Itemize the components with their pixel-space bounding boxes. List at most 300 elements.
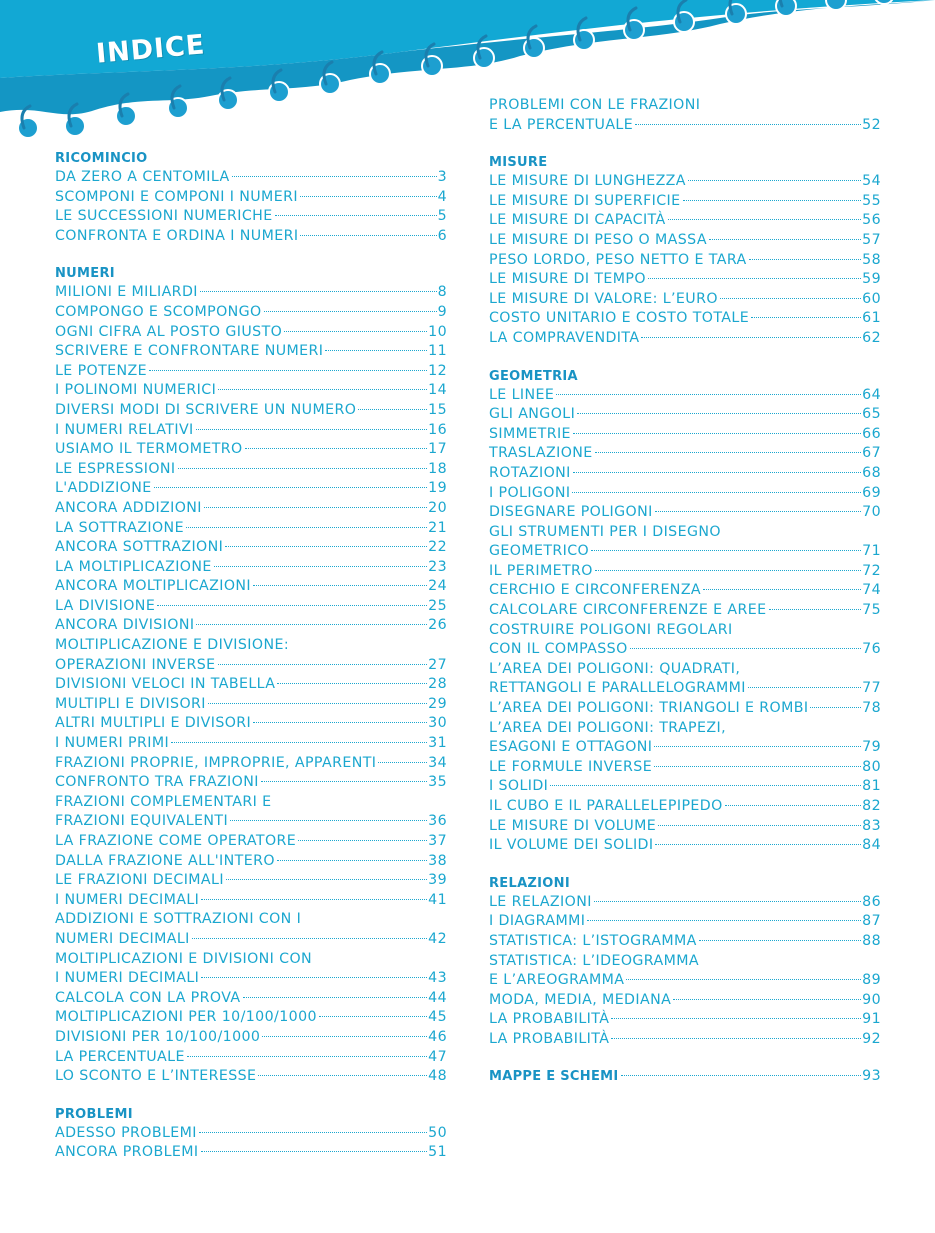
toc-entry-page: 56: [862, 212, 881, 229]
toc-entry-first-line: COSTRUIRE POLIGONI REGOLARI: [489, 621, 733, 638]
toc-entry[interactable]: [55, 675, 447, 695]
toc-entry-first-line: MOLTIPLICAZIONE E DIVISIONE:: [55, 637, 290, 654]
toc-entry-page: 28: [428, 676, 447, 693]
dot-leader: [720, 298, 861, 299]
toc-entry[interactable]: [55, 714, 447, 734]
toc-entry[interactable]: [489, 1030, 881, 1050]
toc-entry-page: 38: [428, 852, 447, 869]
toc-entry[interactable]: [489, 425, 881, 445]
dot-leader: [218, 664, 428, 665]
toc-entry-title: I NUMERI PRIMI: [55, 735, 170, 752]
toc-entry-title: CALCOLA CON LA PROVA: [55, 989, 241, 1006]
toc-entry-page: 37: [428, 833, 447, 849]
toc-entry[interactable]: [489, 192, 881, 212]
toc-entry[interactable]: [489, 231, 881, 251]
toc-entry-page: 31: [428, 735, 447, 752]
dot-leader: [655, 844, 861, 845]
toc-entry-title: OGNI CIFRA AL POSTO GIUSTO: [55, 323, 283, 340]
toc-entry-title: RETTANGOLI E PARALLELOGRAMMI: [489, 680, 746, 697]
toc-entry[interactable]: [55, 1008, 447, 1028]
toc-entry-page: 8: [437, 284, 447, 301]
toc-entry-page: 15: [428, 401, 447, 418]
toc-entry-title: I NUMERI DECIMALI: [55, 970, 200, 987]
toc-section: [55, 263, 447, 1086]
toc-entry[interactable]: [489, 290, 881, 310]
toc-entry[interactable]: [489, 991, 881, 1011]
toc-entry-first-line: PROBLEMI CON LE FRAZIONI: [489, 97, 701, 113]
toc-entry-title: LE MISURE DI CAPACITÀ: [489, 212, 666, 229]
toc-entry-title: CONFRONTA E ORDINA I NUMERI: [55, 227, 299, 244]
toc-entry[interactable]: [55, 754, 447, 774]
toc-entry-first-line: MOLTIPLICAZIONI E DIVISIONI CON: [55, 950, 313, 967]
dot-leader: [199, 1132, 427, 1133]
dot-leader: [587, 920, 861, 921]
toc-entry-first-line: L’AREA DEI POLIGONI: TRAPEZI,: [489, 719, 726, 736]
toc-entry-title: LA SOTTRAZIONE: [55, 519, 184, 536]
toc-entry[interactable]: [489, 405, 881, 425]
dot-leader: [201, 977, 427, 978]
toc-entry-page: 22: [428, 539, 447, 556]
dot-leader: [595, 452, 861, 453]
dot-leader: [232, 176, 437, 177]
toc-entry-title: LA PROBABILITÀ: [489, 1011, 610, 1028]
toc-entry[interactable]: [489, 211, 881, 231]
toc-entry[interactable]: [489, 893, 881, 913]
toc-entry-page: 92: [862, 1030, 881, 1047]
toc-entry-page: 48: [428, 1068, 447, 1085]
dot-leader: [378, 762, 427, 763]
dot-leader: [769, 609, 862, 610]
toc-entry[interactable]: [489, 309, 881, 329]
toc-entry[interactable]: [489, 836, 881, 856]
toc-entry[interactable]: [55, 597, 447, 617]
section-heading: GEOMETRIA: [489, 368, 578, 384]
toc-entry-page: 11: [428, 343, 447, 360]
section-heading: RELAZIONI: [489, 875, 570, 891]
toc-entry[interactable]: [55, 227, 447, 247]
toc-entry[interactable]: [55, 695, 447, 715]
toc-left-column: [55, 148, 447, 1180]
toc-entry-page: 86: [862, 893, 881, 910]
dot-leader: [277, 683, 427, 684]
toc-entry-mappe[interactable]: [489, 1067, 881, 1087]
toc-entry[interactable]: [55, 656, 447, 676]
dot-leader: [186, 527, 427, 528]
dot-leader: [654, 746, 861, 747]
toc-entry-page: 82: [862, 798, 881, 814]
section-heading: NUMERI: [55, 266, 115, 282]
toc-entry-page: 77: [862, 680, 881, 697]
dot-leader: [300, 196, 437, 197]
toc-entry-title: LA MOLTIPLICAZIONE: [55, 558, 212, 575]
dot-leader: [196, 624, 427, 625]
toc-entry[interactable]: [55, 1143, 447, 1163]
toc-entry-title: NUMERI DECIMALI: [55, 930, 190, 947]
toc-entry-page: 52: [862, 116, 881, 133]
toc-entry-page: 57: [862, 231, 881, 248]
dot-leader: [658, 825, 861, 826]
toc-entry[interactable]: [489, 699, 881, 719]
toc-entry-page: 42: [428, 930, 447, 947]
dot-leader: [187, 1056, 427, 1057]
toc-entry[interactable]: [55, 989, 447, 1009]
toc-entry[interactable]: [489, 912, 881, 932]
dot-leader: [319, 1016, 427, 1017]
toc-entry[interactable]: [489, 386, 881, 406]
dot-leader: [748, 687, 861, 688]
toc-entry-title: STATISTICA: L’ISTOGRAMMA: [489, 932, 697, 949]
dot-leader: [703, 589, 861, 590]
toc-entry-title: SCOMPONI E COMPONI I NUMERI: [55, 188, 298, 205]
toc-entry[interactable]: [489, 738, 881, 758]
toc-entry-title: LA FRAZIONE COME OPERATORE: [55, 833, 297, 849]
toc-entry-title: LE MISURE DI PESO O MASSA: [489, 231, 707, 248]
toc-entry-page: 76: [862, 641, 881, 658]
toc-right-column: [489, 96, 881, 1086]
dot-leader: [201, 899, 427, 900]
toc-entry[interactable]: [489, 797, 881, 817]
dot-leader: [725, 805, 861, 806]
toc-entry-title: I POLINOMI NUMERICI: [55, 382, 217, 399]
dot-leader: [556, 394, 861, 395]
toc-entry-title: GEOMETRICO: [489, 543, 590, 560]
toc-entry-title: I NUMERI RELATIVI: [55, 421, 194, 438]
toc-entry-page: 44: [428, 989, 447, 1006]
toc-entry-page: 61: [862, 310, 881, 327]
toc-entry-page: 67: [862, 445, 881, 462]
dot-leader: [573, 433, 861, 434]
toc-entry-title: LA COMPRAVENDITA: [489, 329, 640, 346]
dot-leader: [225, 546, 427, 547]
toc-entry[interactable]: [489, 817, 881, 837]
dot-leader: [635, 124, 861, 125]
dot-leader: [149, 370, 427, 371]
toc-entry-page: 27: [428, 656, 447, 673]
toc-entry-page: 3: [437, 169, 447, 185]
toc-entry[interactable]: [55, 168, 447, 188]
toc-entry-title: CON IL COMPASSO: [489, 641, 628, 658]
dot-leader: [577, 413, 861, 414]
toc-entry-page: 10: [428, 323, 447, 340]
toc-section: [489, 96, 881, 135]
dot-leader: [201, 1151, 428, 1152]
toc-entry-title: ANCORA PROBLEMI: [55, 1144, 199, 1161]
dot-leader: [226, 879, 427, 880]
dot-leader: [626, 979, 861, 980]
toc-entry-title: COSTO UNITARIO E COSTO TOTALE: [489, 310, 750, 327]
toc-entry[interactable]: [55, 871, 447, 891]
toc-entry[interactable]: [489, 503, 881, 523]
dot-leader: [157, 605, 427, 606]
toc-entry[interactable]: [55, 1067, 447, 1087]
dot-leader: [214, 566, 427, 567]
toc-entry-title: MILIONI E MILIARDI: [55, 284, 198, 301]
toc-entry-first-line: STATISTICA: L’IDEOGRAMMA: [489, 952, 699, 969]
toc-section: [489, 366, 881, 856]
toc-entry[interactable]: [55, 303, 447, 323]
toc-entry-title: IL CUBO E IL PARALLELEPIPEDO: [489, 798, 723, 814]
toc-entry[interactable]: [55, 1028, 447, 1048]
toc-entry-page: 9: [437, 303, 447, 320]
toc-entry-title: LE MISURE DI VOLUME: [489, 817, 657, 834]
toc-entry[interactable]: [489, 932, 881, 952]
dot-leader: [621, 1075, 862, 1076]
toc-entry-title: DALLA FRAZIONE ALL'INTERO: [55, 852, 275, 869]
dot-leader: [204, 507, 427, 508]
toc-entry[interactable]: [489, 251, 881, 271]
toc-entry-page: 54: [862, 173, 881, 190]
dot-leader: [243, 997, 428, 998]
dot-leader: [277, 860, 427, 861]
toc-entry-page: 90: [862, 991, 881, 1008]
dot-leader: [192, 938, 427, 939]
toc-entry[interactable]: [55, 773, 447, 793]
toc-entry[interactable]: [55, 323, 447, 343]
toc-entry-title: IL PERIMETRO: [489, 562, 593, 579]
toc-entry-title: MODA, MEDIA, MEDIANA: [489, 991, 672, 1008]
toc-entry[interactable]: [489, 116, 881, 136]
toc-entry-page: 65: [862, 406, 881, 423]
toc-entry-page: 46: [428, 1028, 447, 1045]
toc-entry-page: 83: [862, 817, 881, 834]
toc-entry-title: DIVISIONI PER 10/100/1000: [55, 1028, 261, 1045]
toc-entry-page: 4: [437, 188, 447, 205]
dot-leader: [253, 585, 427, 586]
dot-leader: [810, 707, 861, 708]
toc-entry[interactable]: [55, 440, 447, 460]
toc-entry[interactable]: [489, 758, 881, 778]
toc-entry-page: 21: [428, 519, 447, 536]
toc-entry[interactable]: [489, 640, 881, 660]
toc-entry-page: 68: [862, 464, 881, 481]
toc-entry-title: CERCHIO E CIRCONFERENZA: [489, 582, 702, 599]
toc-entry[interactable]: [489, 581, 881, 601]
toc-entry-title: ANCORA ADDIZIONI: [55, 499, 202, 516]
toc-entry-title: DIVISIONI VELOCI IN TABELLA: [55, 676, 276, 693]
toc-section: [489, 152, 881, 348]
toc-entry[interactable]: [55, 852, 447, 872]
toc-entry-page: 26: [428, 617, 447, 634]
toc-entry-title: L'ADDIZIONE: [55, 480, 152, 497]
toc-entry-title: DA ZERO A CENTOMILA: [55, 169, 230, 185]
dot-leader: [648, 278, 861, 279]
toc-entry-page: 78: [862, 700, 881, 717]
toc-entry-page: 20: [428, 499, 447, 516]
toc-entry-title: LE MISURE DI SUPERFICIE: [489, 192, 681, 209]
toc-entry-title: LE POTENZE: [55, 362, 148, 379]
dot-leader: [154, 487, 428, 488]
toc-entry-page: 47: [428, 1048, 447, 1065]
dot-leader: [630, 648, 862, 649]
toc-entry[interactable]: [55, 1124, 447, 1144]
toc-entry-title: LA PROBABILITÀ: [489, 1030, 610, 1047]
dot-leader: [751, 317, 861, 318]
dot-leader: [572, 492, 861, 493]
toc-entry[interactable]: [55, 207, 447, 227]
toc-entry-page: 93: [862, 1067, 881, 1084]
toc-entry-title: ALTRI MULTIPLI E DIVISORI: [55, 715, 252, 732]
dot-leader: [688, 180, 861, 181]
toc-entry[interactable]: [55, 930, 447, 950]
toc-entry[interactable]: [55, 558, 447, 578]
toc-entry[interactable]: [55, 342, 447, 362]
toc-entry[interactable]: [55, 421, 447, 441]
toc-entry-title: LE MISURE DI VALORE: L’EURO: [489, 290, 718, 307]
toc-entry-page: 14: [428, 382, 447, 399]
toc-entry-page: 30: [428, 715, 447, 732]
toc-entry-title: LA DIVISIONE: [55, 597, 156, 614]
toc-entry-title: COMPONGO E SCOMPONGO: [55, 303, 262, 320]
toc-entry[interactable]: [55, 499, 447, 519]
toc-section: [489, 873, 881, 1050]
toc-entry-title: E LA PERCENTUALE: [489, 116, 634, 133]
dot-leader: [284, 331, 427, 332]
toc-entry-title: ROTAZIONI: [489, 464, 571, 481]
toc-entry-page: 43: [428, 970, 447, 987]
toc-entry-title: MULTIPLI E DIVISORI: [55, 695, 206, 712]
toc-entry[interactable]: [55, 538, 447, 558]
toc-entry-page: 17: [428, 441, 447, 458]
toc-entry-title: TRASLAZIONE: [489, 445, 593, 462]
dot-leader: [200, 291, 437, 292]
toc-entry-page: 50: [428, 1124, 447, 1141]
dot-leader: [611, 1018, 861, 1019]
toc-entry-title: GLI ANGOLI: [489, 406, 576, 423]
toc-entry[interactable]: [489, 1010, 881, 1030]
dot-leader: [171, 742, 427, 743]
dot-leader: [258, 1075, 427, 1076]
toc-entry-title: ANCORA DIVISIONI: [55, 617, 195, 634]
toc-entry[interactable]: [55, 519, 447, 539]
toc-entry-title: MOLTIPLICAZIONI PER 10/100/1000: [55, 1009, 317, 1026]
toc-entry-page: 60: [862, 290, 881, 307]
toc-entry-page: 51: [428, 1144, 447, 1161]
toc-entry[interactable]: [55, 401, 447, 421]
toc-entry[interactable]: [489, 464, 881, 484]
toc-entry-title: LE SUCCESSIONI NUMERICHE: [55, 208, 273, 225]
toc-entry[interactable]: [489, 172, 881, 192]
toc-entry-title: I POLIGONI: [489, 484, 571, 501]
toc-entry-page: 5: [437, 208, 447, 225]
toc-entry-page: 12: [428, 362, 447, 379]
toc-entry-page: 70: [862, 504, 881, 521]
dot-leader: [325, 350, 427, 351]
dot-leader: [683, 200, 862, 201]
toc-entry[interactable]: [55, 283, 447, 303]
toc-entry-title: LE FRAZIONI DECIMALI: [55, 872, 224, 889]
toc-entry-page: 91: [862, 1011, 881, 1028]
toc-entry-page: 23: [428, 558, 447, 575]
dot-leader: [253, 722, 427, 723]
toc-entry[interactable]: [55, 891, 447, 911]
toc-entry[interactable]: [489, 484, 881, 504]
toc-entry[interactable]: [55, 381, 447, 401]
toc-section: [55, 148, 447, 246]
toc-entry[interactable]: [55, 734, 447, 754]
toc-entry[interactable]: [489, 542, 881, 562]
toc-entry[interactable]: [55, 460, 447, 480]
toc-entry-title: PESO LORDO, PESO NETTO E TARA: [489, 251, 747, 268]
dot-leader: [673, 999, 861, 1000]
dot-leader: [262, 1036, 427, 1037]
dot-leader: [699, 940, 861, 941]
dot-leader: [245, 448, 428, 449]
toc-entry-page: 55: [862, 192, 881, 209]
toc-entry-title: OPERAZIONI INVERSE: [55, 656, 216, 673]
toc-entry[interactable]: [489, 270, 881, 290]
toc-entry[interactable]: [55, 832, 447, 852]
toc-entry-title: DISEGNARE POLIGONI: [489, 504, 653, 521]
toc-entry-title: FRAZIONI PROPRIE, IMPROPRIE, APPARENTI: [55, 754, 377, 771]
toc-entry-page: 18: [428, 460, 447, 477]
toc-entry[interactable]: [55, 1048, 447, 1068]
dot-leader: [641, 337, 861, 338]
dot-leader: [208, 703, 427, 704]
toc-entry-page: 64: [862, 386, 881, 403]
toc-entry-title: LO SCONTO E L’INTERESSE: [55, 1068, 257, 1085]
toc-entry-title: CALCOLARE CIRCONFERENZE E AREE: [489, 602, 767, 619]
toc-entry-page: 34: [428, 754, 447, 771]
toc-entry[interactable]: [489, 329, 881, 349]
dot-leader: [550, 785, 861, 786]
toc-entry-title: I DIAGRAMMI: [489, 913, 586, 930]
toc-entry[interactable]: [55, 362, 447, 382]
toc-entry[interactable]: [55, 969, 447, 989]
dot-leader: [300, 235, 436, 236]
toc-entry-title: ESAGONI E OTTAGONI: [489, 739, 653, 756]
toc-entry[interactable]: [55, 616, 447, 636]
toc-entry-page: 35: [428, 774, 447, 791]
toc-entry[interactable]: [489, 971, 881, 991]
toc-entry[interactable]: [489, 777, 881, 797]
dot-leader: [611, 1038, 861, 1039]
toc-entry-title: LE FORMULE INVERSE: [489, 758, 653, 775]
toc-entry[interactable]: [55, 812, 447, 832]
toc-entry[interactable]: [55, 188, 447, 208]
toc-entry[interactable]: [489, 444, 881, 464]
toc-entry-page: 79: [862, 739, 881, 756]
toc-entry[interactable]: [489, 601, 881, 621]
toc-entry-title: LE RELAZIONI: [489, 893, 592, 910]
toc-entry-page: 89: [862, 972, 881, 989]
section-heading: MISURE: [489, 155, 548, 171]
toc-entry-first-line: ADDIZIONI E SOTTRAZIONI CON I: [55, 911, 302, 928]
toc-entry-page: 29: [428, 695, 447, 712]
section-heading: PROBLEMI: [55, 1106, 133, 1122]
dot-leader: [655, 511, 861, 512]
dot-leader: [178, 468, 428, 469]
toc-entry[interactable]: [55, 577, 447, 597]
toc-entry[interactable]: [55, 479, 447, 499]
toc-entry-page: 16: [428, 421, 447, 438]
toc-entry-page: 69: [862, 484, 881, 501]
toc-entry-title: LE MISURE DI LUNGHEZZA: [489, 173, 686, 190]
dot-leader: [275, 215, 437, 216]
toc-entry[interactable]: [489, 679, 881, 699]
toc-entry-page: 72: [862, 562, 881, 579]
toc-entry-page: 45: [428, 1009, 447, 1026]
toc-entry-title: CONFRONTO TRA FRAZIONI: [55, 774, 259, 791]
toc-entry-title: I SOLIDI: [489, 778, 549, 795]
toc-entry-title: ANCORA MOLTIPLICAZIONI: [55, 578, 252, 595]
dot-leader: [749, 259, 862, 260]
toc-entry-page: 66: [862, 425, 881, 442]
dot-leader: [358, 409, 427, 410]
dot-leader: [595, 570, 861, 571]
toc-entry-page: 75: [862, 602, 881, 619]
toc-entry[interactable]: [489, 562, 881, 582]
toc-entry-title: MAPPE E SCHEMI: [489, 1068, 619, 1084]
